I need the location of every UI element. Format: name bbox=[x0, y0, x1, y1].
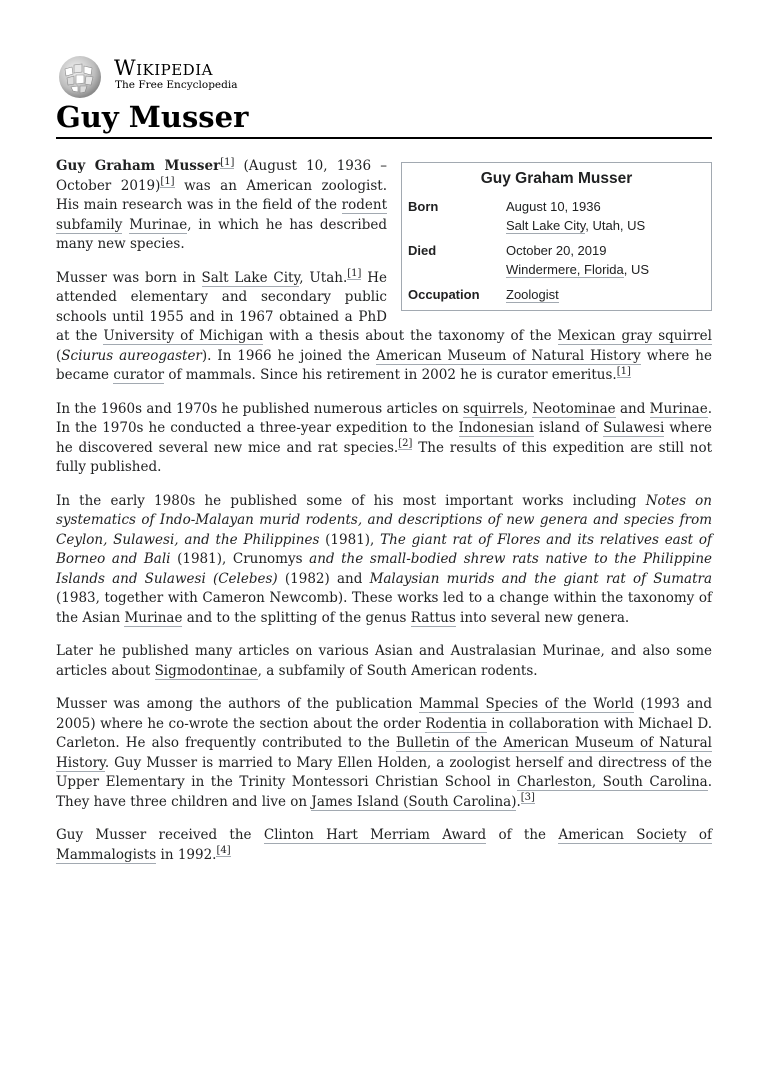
text: . They have three children and live on bbox=[56, 774, 712, 810]
ref-link[interactable]: [4] bbox=[216, 845, 231, 856]
work-title: Notes on systematics of Indo-Malayan murid rodents, and descriptions of new genera and species from Ceylon, Sulawesi, and the Philippines bbox=[56, 492, 712, 548]
paragraph-award bbox=[56, 826, 712, 865]
link-sigmodontinae[interactable]: Sigmodontinae bbox=[154, 662, 258, 679]
infobox-value-occupation bbox=[506, 285, 705, 304]
link-mammal-species-of-the-world[interactable]: Mammal Species of the World bbox=[419, 696, 634, 712]
link-bulletin-amnh[interactable]: Bulletin of the American Museum of Natural History bbox=[56, 735, 712, 771]
link-murinae[interactable]: Murinae bbox=[129, 216, 188, 233]
infobox-label-died: Died bbox=[408, 243, 437, 258]
text: . In the 1970s he conducted a three-year expedition to the bbox=[56, 400, 712, 436]
paragraph-later-work bbox=[56, 642, 712, 681]
died-date: October 20, 2019 bbox=[506, 243, 607, 258]
text: ). In 1966 he joined the bbox=[201, 347, 377, 364]
text: (1981), Crunomys bbox=[170, 551, 310, 567]
link-murinae[interactable]: Murinae bbox=[649, 400, 708, 417]
infobox-value-died bbox=[506, 241, 705, 279]
text: In the 1960s and 1970s he published numerous articles on bbox=[56, 400, 463, 417]
text: where he discovered several new mice and rat species. bbox=[56, 420, 712, 456]
ref[interactable] bbox=[220, 157, 234, 169]
text: Musser was among the authors of the publication bbox=[56, 696, 420, 712]
work-title: Malaysian murids and the giant rat of Sumatra bbox=[369, 570, 713, 587]
ref-link[interactable]: [2] bbox=[398, 438, 413, 449]
link-mexican-gray-squirrel[interactable]: Mexican gray squirrel bbox=[557, 328, 712, 344]
infobox-row-occupation bbox=[408, 285, 705, 304]
text: He attended elementary and secondary public schools until 1955 and in 1967 obtained a PhD at the bbox=[56, 269, 387, 344]
link-subfamily[interactable]: subfamily bbox=[56, 216, 123, 233]
link-amnh[interactable]: American Museum of Natural History bbox=[376, 347, 641, 364]
link-charleston[interactable]: Charleston, South Carolina bbox=[516, 774, 708, 790]
link-curator[interactable]: curator bbox=[113, 367, 165, 383]
died-place-rest: , US bbox=[623, 262, 650, 277]
text: was an American zoologist. His main research was in the field of the bbox=[56, 177, 387, 213]
text: in 1992. bbox=[156, 846, 217, 863]
link-salt-lake-city[interactable]: Salt Lake City bbox=[201, 269, 300, 286]
wordmark-tagline: The Free Encyclopedia bbox=[115, 79, 238, 91]
ref[interactable] bbox=[617, 366, 631, 378]
text: , a subfamily of South American rodents. bbox=[257, 662, 538, 679]
born-date: August 10, 1936 bbox=[506, 199, 601, 214]
text: , Utah. bbox=[299, 269, 348, 286]
link-squirrels[interactable]: squirrels bbox=[462, 400, 524, 417]
ref[interactable] bbox=[398, 438, 412, 450]
text: of mammals. Since his retirement in 2002 he is curator emeritus. bbox=[164, 367, 617, 383]
text: (1982) and bbox=[277, 570, 370, 587]
link-indonesian[interactable]: Indonesian bbox=[458, 420, 534, 436]
text: (1983, together with Cameron Newcomb). These works led to a change within the taxonomy of the Asian bbox=[56, 590, 712, 626]
text: ( bbox=[56, 347, 62, 364]
text: In the early 1980s he published some of his most important works including bbox=[56, 492, 646, 509]
text: island of bbox=[533, 420, 604, 436]
text: The results of this expedition are still not fully published. bbox=[56, 439, 713, 475]
paragraph-publications bbox=[56, 695, 712, 812]
article-body bbox=[56, 157, 712, 865]
ref-link[interactable]: [1] bbox=[347, 268, 362, 279]
infobox bbox=[401, 162, 712, 311]
born-place-rest: , Utah, US bbox=[585, 218, 646, 233]
link-university-of-michigan[interactable]: University of Michigan bbox=[103, 328, 264, 344]
link-murinae[interactable]: Murinae bbox=[124, 609, 183, 626]
link-sulawesi[interactable]: Sulawesi bbox=[603, 420, 665, 436]
infobox-value-born bbox=[506, 197, 705, 235]
link-rodentia[interactable]: Rodentia bbox=[425, 715, 487, 732]
ref[interactable] bbox=[521, 792, 535, 804]
text: Musser was born in bbox=[56, 269, 202, 286]
work-title: The giant rat of Flores and its relatives east of Borneo and Bali bbox=[56, 531, 713, 567]
text: and to the splitting of the genus bbox=[182, 609, 411, 626]
ref-link[interactable]: [3] bbox=[520, 792, 535, 803]
ref-link[interactable]: [1] bbox=[616, 365, 631, 377]
text: (1993 and 2005) where he co-wrote the section about the order bbox=[56, 696, 712, 732]
text: . bbox=[516, 793, 521, 810]
text: in collaboration with Michael D. Carleton. He also frequently contributed to the bbox=[56, 715, 712, 751]
link-salt-lake-city[interactable]: Salt Lake City bbox=[506, 218, 586, 233]
link-neotominae[interactable]: Neotominae bbox=[532, 400, 616, 417]
wordmark-title[interactable]: Wikipedia bbox=[114, 56, 213, 80]
paragraph-works-1980s bbox=[56, 492, 712, 629]
infobox-label-occupation: Occupation bbox=[408, 287, 480, 302]
text: where he became bbox=[56, 347, 712, 383]
ref-link[interactable]: [1] bbox=[220, 156, 235, 168]
infobox-title: Guy Graham Musser bbox=[480, 170, 633, 187]
ref[interactable] bbox=[160, 176, 174, 188]
text: , bbox=[523, 400, 533, 417]
text: and bbox=[615, 400, 650, 417]
link-rattus[interactable]: Rattus bbox=[410, 609, 456, 626]
page-title: Guy Musser bbox=[56, 99, 712, 139]
infobox-row-died bbox=[408, 241, 705, 279]
ref[interactable] bbox=[216, 845, 230, 857]
text: (August 10, 1936 – October 2019) bbox=[56, 158, 387, 194]
paragraph-research-1960s bbox=[56, 400, 712, 478]
text: into several new genera. bbox=[455, 609, 630, 626]
ref[interactable] bbox=[347, 268, 361, 280]
work-title: and the small-bodied shrew rats native to the Philippine Islands and Sulawesi (Celebes) bbox=[56, 551, 712, 587]
scientific-name: Sciurus aureogaster bbox=[61, 347, 202, 364]
link-merriam-award[interactable]: Clinton Hart Merriam Award bbox=[263, 827, 487, 843]
link-zoologist[interactable]: Zoologist bbox=[506, 287, 559, 302]
text: of the bbox=[486, 827, 559, 843]
infobox-row-born bbox=[408, 197, 705, 235]
text: (1981), bbox=[319, 531, 381, 548]
text: with a thesis about the taxonomy of the bbox=[263, 328, 558, 344]
infobox-label-born: Born bbox=[408, 199, 439, 214]
text: , in which he has described many new species. bbox=[56, 216, 387, 252]
link-windermere-florida[interactable]: Windermere, Florida bbox=[506, 262, 624, 277]
article-page bbox=[56, 55, 712, 865]
link-asm[interactable]: American Society of Mammalogists bbox=[56, 827, 712, 863]
text: Later he published many articles on various Asian and Australasian Murinae, and also some articles about bbox=[56, 643, 712, 679]
wikipedia-header bbox=[56, 55, 712, 99]
text: . Guy Musser is married to Mary Ellen Holden, a zoologist herself and directress of the Upper Elementary in the Trinity Montessori Christian School in bbox=[56, 754, 712, 790]
wikipedia-globe-logo[interactable] bbox=[56, 55, 104, 99]
link-rodent[interactable]: rodent bbox=[341, 197, 387, 213]
ref-link[interactable]: [1] bbox=[160, 176, 175, 187]
text: Guy Musser received the bbox=[56, 827, 264, 843]
link-james-island[interactable]: James Island (South Carolina) bbox=[311, 793, 517, 810]
subject-name: Guy Graham Musser bbox=[56, 158, 221, 174]
